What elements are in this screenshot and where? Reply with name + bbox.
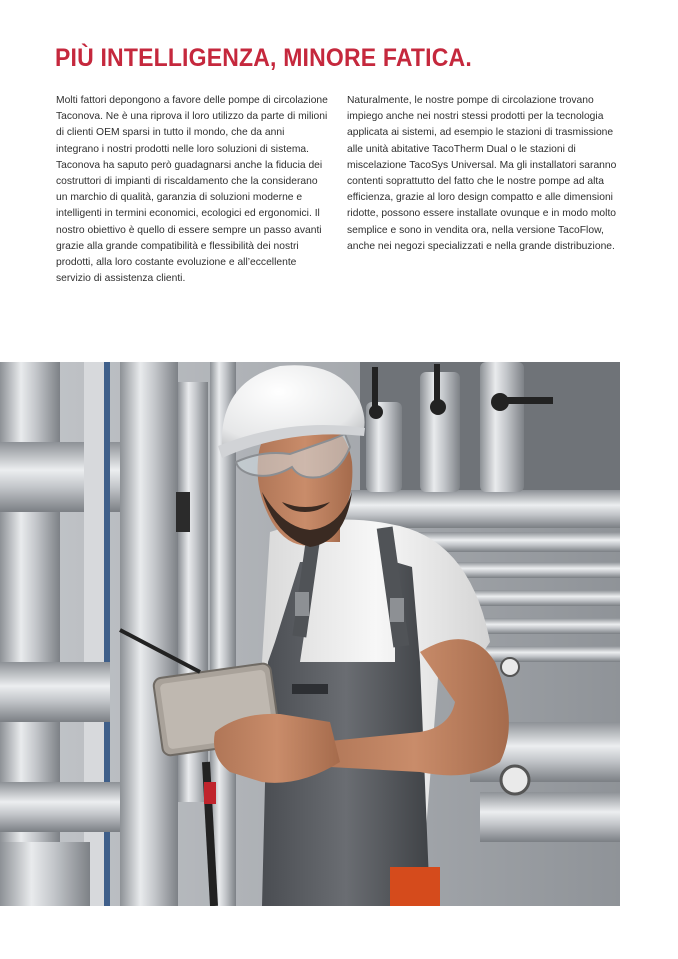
text-column-left — [56, 93, 328, 287]
page-title: PIÙ INTELLIGENZA, MINORE FATICA. — [55, 44, 472, 72]
text-column-right — [347, 93, 619, 255]
worker-with-tablet-photo — [0, 362, 620, 906]
photo-illustration — [0, 362, 620, 906]
paragraph-right: Naturalmente, le nostre pompe di circolazione trovano impiego anche nei nostri stessi prodotti per la tecnologia applicata ai sistemi, ad esempio le stazioni di trasmissione alle unità abitative TacoTherm Dual o le stazioni di miscelazione TacoSys Universal. Ma gli installatori saranno contenti soprattutto del fatto che le nostre pompe ad alta efficienza, grazie al loro design compatto e alle dimensioni ridotte, possono essere installate ovunque e in modo molto semplice e sono in vendita ora, nella versione TacoFlow, anche nei negozi specializzati e nella grande distribuzione. — [347, 95, 617, 252]
paragraph-left: Molti fattori depongono a favore delle pompe di circolazione Taconova. Ne è una riprova il loro utilizzo da parte di milioni di clienti OEM sparsi in tutto il mondo, che da anni integrano i nostri prodotti nelle loro soluzioni di sistema. Taconova ha saputo però guadagnarsi anche la fiducia dei costruttori di impianti di riscaldamento che la considerano un marchio di qualità, garanzia di soluzioni moderne e intelligenti in termini economici, ecologici ed ergonomici. Il nostro obiettivo è quello di essere sempre un passo avanti grazie alla grande compatibilità e flessibilità dei nostri prodotti, alla loro costante evoluzione e all’eccellente servizio di assistenza clienti. — [56, 95, 328, 285]
